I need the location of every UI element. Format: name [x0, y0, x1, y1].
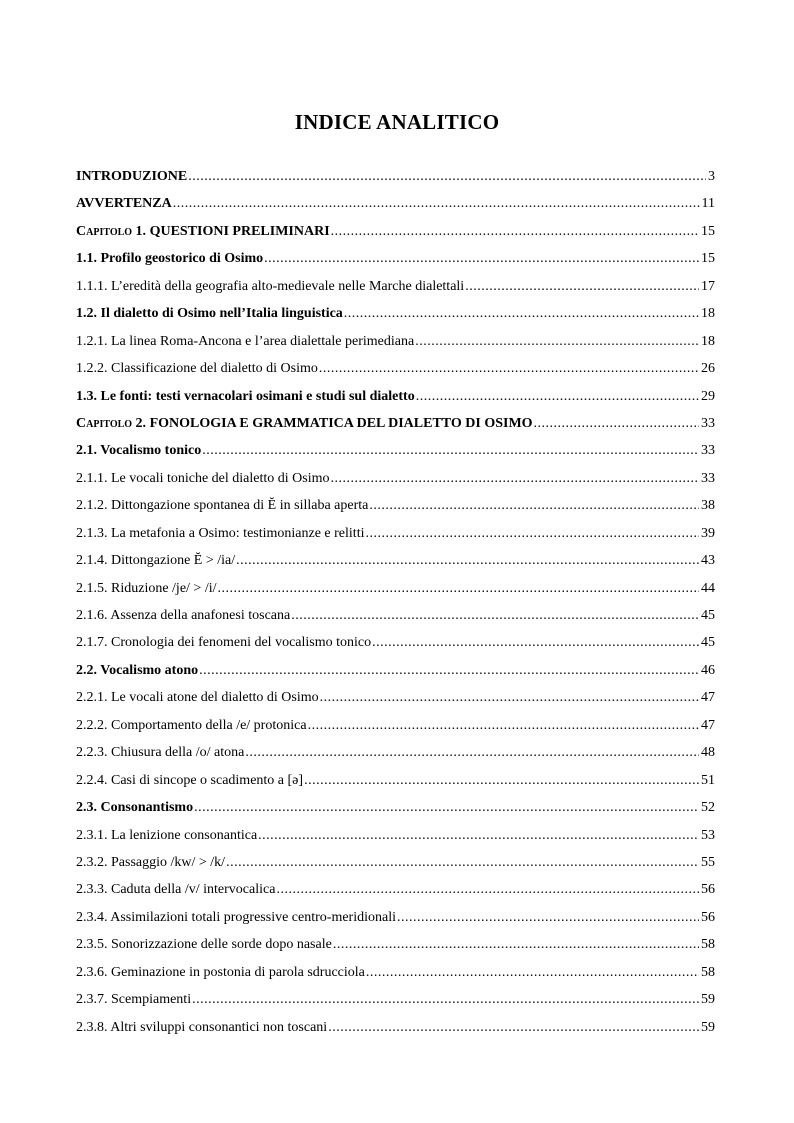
- toc-entry-label: 2.1.6. Assenza della anafonesi toscana: [76, 608, 291, 623]
- toc-entry: [76, 904, 715, 931]
- dot-leader: [173, 190, 700, 217]
- toc-page-number: 29: [701, 388, 715, 404]
- toc-entry-title: [76, 437, 201, 464]
- toc-page-number: 45: [701, 608, 715, 623]
- toc-entry: [76, 849, 715, 876]
- toc-entry: [76, 629, 715, 656]
- toc-entry-label: 2.2.3. Chiusura della /o/ atona: [76, 745, 245, 761]
- toc-entry-title: [76, 245, 263, 272]
- dot-leader: [226, 849, 699, 876]
- toc-entry: [76, 163, 715, 190]
- dot-leader: [245, 739, 699, 766]
- toc-entry-label: 1.2. Il dialetto di Osimo nell’Italia linguistica: [76, 306, 343, 322]
- toc-entry: [76, 520, 715, 547]
- dot-leader: [397, 904, 699, 931]
- toc-entry-label: 2.1. Vocalismo tonico: [76, 443, 202, 459]
- dot-leader: [415, 328, 699, 355]
- toc-entry: [76, 273, 715, 300]
- dot-leader: [202, 437, 699, 464]
- toc-entry: [76, 465, 715, 492]
- toc-entry-title: [76, 657, 198, 684]
- toc-entry-label: 2.2.2. Comportamento della /e/ protonica: [76, 717, 307, 733]
- dot-leader: [328, 1014, 699, 1041]
- toc-entry-label: 2.1.2. Dittongazione spontanea di Ĕ in sillaba aperta: [76, 498, 369, 514]
- toc-entry: [76, 822, 715, 849]
- toc-entry-title: [76, 876, 275, 903]
- toc-entry: [76, 657, 715, 684]
- dot-leader: [534, 410, 699, 437]
- toc-entry: [76, 410, 715, 437]
- toc-page-number: 39: [701, 525, 715, 541]
- toc-entry-title: [76, 822, 257, 849]
- dot-leader: [465, 273, 699, 300]
- toc-entry-label: 2.1.7. Cronologia dei fenomeni del vocalismo tonico: [76, 635, 372, 651]
- dot-leader: [320, 684, 699, 711]
- toc-entry-label: 2.3.1. La lenizione consonantica: [76, 827, 258, 843]
- toc-entry: [76, 739, 715, 766]
- toc-entry-label: 2.3. Consonantismo: [76, 800, 194, 816]
- toc-entry-title: [76, 767, 303, 794]
- toc-entry-label: 1.3. Le fonti: testi vernacolari osimani e studi sul dialetto: [76, 388, 415, 404]
- toc-page-number: 43: [701, 553, 715, 569]
- toc-page-number: 56: [701, 882, 715, 898]
- toc-entry: [76, 959, 715, 986]
- toc-page-number: 45: [701, 635, 715, 651]
- toc-page-number: 44: [701, 580, 715, 596]
- dot-leader: [365, 520, 699, 547]
- toc-entry-title: [76, 629, 371, 656]
- dot-leader: [331, 465, 700, 492]
- toc-page-number: 48: [701, 745, 715, 761]
- toc-entry-label: AVVERTENZA: [76, 196, 172, 212]
- toc-page-number: 58: [701, 964, 715, 980]
- toc-entry: [76, 492, 715, 519]
- toc-entry-title: [76, 492, 368, 519]
- dot-leader: [188, 163, 706, 190]
- dot-leader: [372, 629, 699, 656]
- dot-leader: [304, 767, 699, 794]
- toc-page-number: 59: [701, 992, 715, 1008]
- toc-entry: [76, 767, 715, 794]
- toc-page-number: 33: [701, 470, 715, 486]
- toc-entry-title: [76, 465, 330, 492]
- toc-entry-label: 2.1.4. Dittongazione Ĕ > /ia/: [76, 553, 236, 569]
- toc-entry-label: 2.1.1. Le vocali toniche del dialetto di Osimo: [76, 470, 330, 486]
- toc-entry-label: 2.2.1. Le vocali atone del dialetto di Osimo: [76, 690, 319, 706]
- toc-entry-title: [76, 328, 414, 355]
- toc-entry-label: 2.3.8. Altri sviluppi consonantici non toscani: [76, 1019, 328, 1035]
- toc-entry-title: [76, 520, 364, 547]
- toc-entry: [76, 712, 715, 739]
- toc-entry-label: 2.3.3. Caduta della /v/ intervocalica: [76, 882, 276, 898]
- toc-page-number: 3: [708, 169, 715, 184]
- dot-leader: [236, 547, 699, 574]
- toc-entry-title: [76, 383, 415, 410]
- toc-entry-title: [76, 931, 332, 958]
- toc-entry-label: 2.2. Vocalismo atono: [76, 662, 199, 678]
- toc-entry: [76, 547, 715, 574]
- toc-page-number: 53: [701, 827, 715, 843]
- toc-entry-label: FONOLOGIA E GRAMMATICA DEL DIALETTO DI OSIMO: [149, 415, 533, 431]
- toc-entry-title: [76, 300, 343, 327]
- toc-entry-title: [76, 547, 235, 574]
- toc-entry-label: 1.1.1. L’eredità della geografia alto-medievale nelle Marche dialettali: [76, 278, 465, 294]
- toc-entry: [76, 575, 715, 602]
- toc-entry-label: 2.2.4. Casi di sincope o scadimento a [ə]: [76, 772, 304, 788]
- toc-entry: [76, 931, 715, 958]
- dot-leader: [333, 931, 699, 958]
- toc-page-number: 11: [701, 196, 715, 212]
- toc-entry-title: [76, 684, 319, 711]
- toc-page-number: 58: [701, 937, 715, 953]
- toc-entry: [76, 300, 715, 327]
- dot-leader: [276, 876, 699, 903]
- toc-entry-label: 1.2.2. Classificazione del dialetto di Osimo: [76, 361, 318, 377]
- dot-leader: [199, 657, 699, 684]
- toc-entry-title: [76, 273, 464, 300]
- toc-entry-title: [76, 602, 290, 629]
- table-of-contents: [76, 163, 715, 1041]
- dot-leader: [264, 245, 699, 272]
- dot-leader: [194, 794, 699, 821]
- toc-page-number: 46: [701, 662, 715, 678]
- toc-entry: [76, 684, 715, 711]
- toc-entry: [76, 986, 715, 1013]
- toc-entry-title: [76, 712, 307, 739]
- toc-entry: [76, 218, 715, 245]
- toc-page-number: 59: [701, 1019, 715, 1035]
- dot-leader: [416, 383, 699, 410]
- toc-page-number: 15: [701, 251, 715, 267]
- page-title: INDICE ANALITICO: [294, 110, 500, 135]
- dot-leader: [258, 822, 699, 849]
- toc-chapter-prefix: Capitolo 2.: [76, 415, 147, 431]
- toc-entry-title: [76, 355, 318, 382]
- toc-entry-title: [76, 575, 217, 602]
- dot-leader: [308, 712, 699, 739]
- toc-entry-title: [76, 794, 193, 821]
- toc-entry: [76, 245, 715, 272]
- toc-entry-label: INTRODUZIONE: [76, 169, 188, 184]
- toc-entry-title: [76, 218, 330, 245]
- toc-entry: [76, 602, 715, 629]
- toc-entry-label: QUESTIONI PRELIMINARI: [149, 223, 330, 239]
- toc-page-number: 18: [701, 333, 715, 349]
- toc-entry: [76, 1014, 715, 1041]
- toc-entry-label: 2.3.5. Sonorizzazione delle sorde dopo nasale: [76, 937, 332, 953]
- toc-entry-label: 1.1. Profilo geostorico di Osimo: [76, 251, 264, 267]
- toc-page-number: 52: [701, 800, 715, 816]
- toc-page-number: 47: [701, 717, 715, 733]
- toc-entry-title: [76, 410, 533, 437]
- toc-page-number: 26: [701, 361, 715, 377]
- toc-entry-title: [76, 739, 244, 766]
- toc-entry: [76, 876, 715, 903]
- toc-entry-title: [76, 904, 396, 931]
- toc-page-number: 56: [701, 909, 715, 925]
- toc-entry-title: [76, 986, 191, 1013]
- toc-entry: [76, 383, 715, 410]
- toc-page-number: 15: [701, 223, 715, 239]
- toc-page-number: 17: [701, 278, 715, 294]
- dot-leader: [331, 218, 699, 245]
- dot-leader: [369, 492, 699, 519]
- toc-entry-label: 2.1.5. Riduzione /je/ > /i/: [76, 580, 217, 596]
- toc-entry-title: [76, 1014, 327, 1041]
- toc-page-number: 51: [701, 772, 715, 788]
- toc-entry-label: 1.2.1. La linea Roma-Ancona e l’area dialettale perimediana: [76, 333, 415, 349]
- toc-entry-title: [76, 959, 365, 986]
- toc-page-number: 47: [701, 690, 715, 706]
- toc-entry-title: [76, 163, 187, 190]
- dot-leader: [218, 575, 700, 602]
- toc-entry: [76, 328, 715, 355]
- dot-leader: [319, 355, 699, 382]
- toc-page-number: 38: [701, 498, 715, 514]
- toc-page-number: 18: [701, 306, 715, 322]
- toc-entry-label: 2.1.3. La metafonia a Osimo: testimonianze e relitti: [76, 525, 365, 541]
- toc-entry: [76, 794, 715, 821]
- toc-entry-label: 2.3.2. Passaggio /kw/ > /k/: [76, 854, 226, 870]
- toc-entry: [76, 437, 715, 464]
- dot-leader: [366, 959, 699, 986]
- dot-leader: [344, 300, 699, 327]
- toc-entry-label: 2.3.4. Assimilazioni totali progressive centro-meridionali: [76, 909, 396, 925]
- dot-leader: [291, 602, 699, 629]
- toc-page-number: 55: [701, 854, 715, 870]
- toc-entry-label: 2.3.7. Scempiamenti: [76, 992, 192, 1008]
- toc-page-number: 33: [701, 415, 715, 431]
- toc-entry: [76, 190, 715, 217]
- toc-entry-title: [76, 190, 172, 217]
- toc-chapter-prefix: Capitolo 1.: [76, 223, 147, 239]
- toc-entry-label: 2.3.6. Geminazione in postonia di parola sdrucciola: [76, 964, 365, 980]
- toc-page-number: 33: [701, 443, 715, 459]
- dot-leader: [192, 986, 699, 1013]
- toc-entry-title: [76, 849, 225, 876]
- toc-entry: [76, 355, 715, 382]
